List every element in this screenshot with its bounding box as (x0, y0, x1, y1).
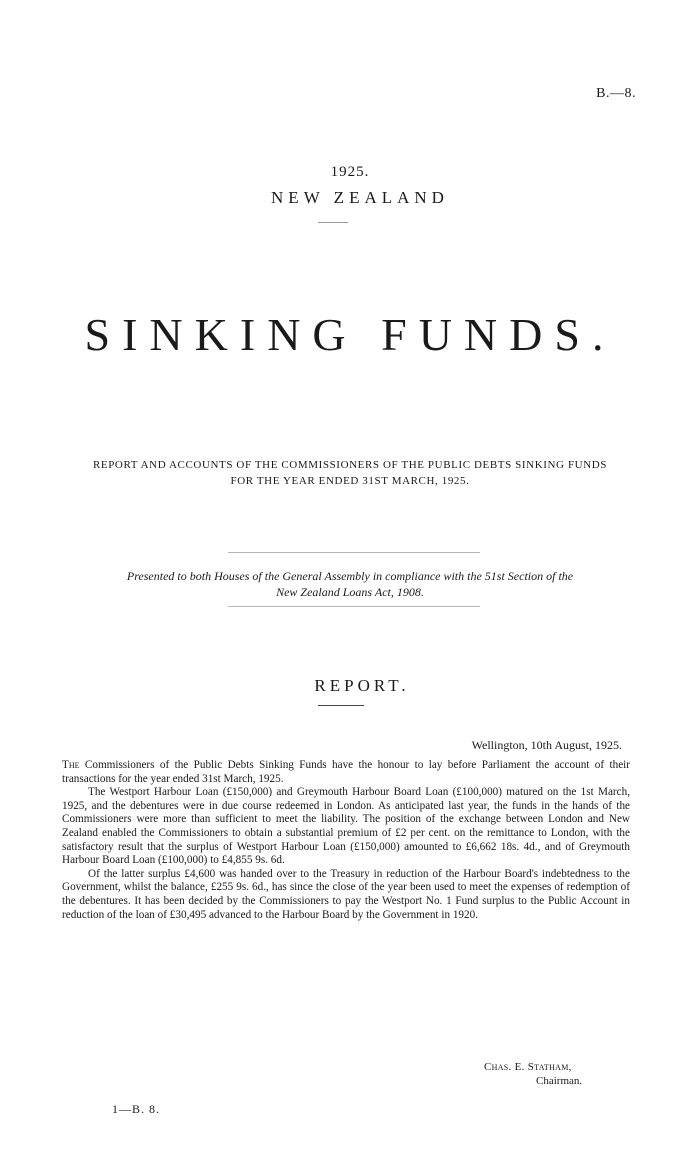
report-subtitle (30, 457, 670, 489)
divider-upper (228, 552, 480, 553)
signatory-title: Chairman. (536, 1075, 583, 1087)
presentation-line-2: New Zealand Loans Act, 1908. (276, 585, 424, 599)
paragraph-1 (62, 759, 630, 786)
publication-year: 1925. (330, 164, 370, 180)
presentation-line-1: Presented to both Houses of the General Assembly in compliance with the 51st Section of the (126, 569, 574, 583)
page-title: SINKING FUNDS. (84, 309, 616, 360)
subtitle-line-1: REPORT AND ACCOUNTS OF THE COMMISSIONERS OF THE PUBLIC DEBTS SINKING FUNDS (92, 459, 608, 471)
divider-short (318, 222, 348, 223)
subtitle-line-2: FOR THE YEAR ENDED 31ST MARCH, 1925. (230, 475, 470, 487)
divider-report (318, 705, 364, 706)
paragraph-1-text: Commissioners of the Public Debts Sinking Funds have the honour to lay before Parliament the account of their transactions for the year ended 31st March, 1925. (62, 759, 630, 785)
report-heading: REPORT. (314, 676, 410, 695)
presentation-note (70, 568, 630, 600)
divider-lower (228, 606, 480, 607)
paragraph-1-lead: The (62, 759, 80, 771)
paragraph-2: The Westport Harbour Loan (£150,000) and Greymouth Harbour Board Loan (£100,000) matured on the 1st March, 1925, and the debentures were in due course redeemed in London. As anticipated last year, the funds in the hands of the Commissioners were more than sufficient to meet the liability. The position of the exchange between London and New Zealand enabled the Commissioners to obtain a substantial premium of £2 per cent. on the remittance to London, with the satisfactory result that the surplus of Westport Harbour Loan (£150,000) amounted to £6,662 18s. 4d., and of Greymouth Harbour Board Loan (£100,000) to £4,855 9s. 6d. (62, 786, 630, 867)
dateline: Wellington, 10th August, 1925. (471, 738, 622, 752)
signatory-name: Chas. E. Statham, (484, 1061, 572, 1073)
page-footer: 1—B. 8. (112, 1102, 161, 1116)
report-body (62, 759, 630, 922)
country-heading: NEW ZEALAND (271, 188, 449, 207)
document-reference: B.—8. (596, 86, 636, 101)
paragraph-3: Of the latter surplus £4,600 was handed over to the Treasury in reduction of the Harbour Board's indebtedness to the Government, whilst the balance, £255 9s. 6d., has since the close of the year been used to meet the expenses of redemption of the debentures. It has been decided by the Commissioners to pay the Westport No. 1 Fund surplus to the Public Account in reduction of the loan of £30,495 advanced to the Harbour Board by the Government in 1920. (62, 867, 630, 921)
